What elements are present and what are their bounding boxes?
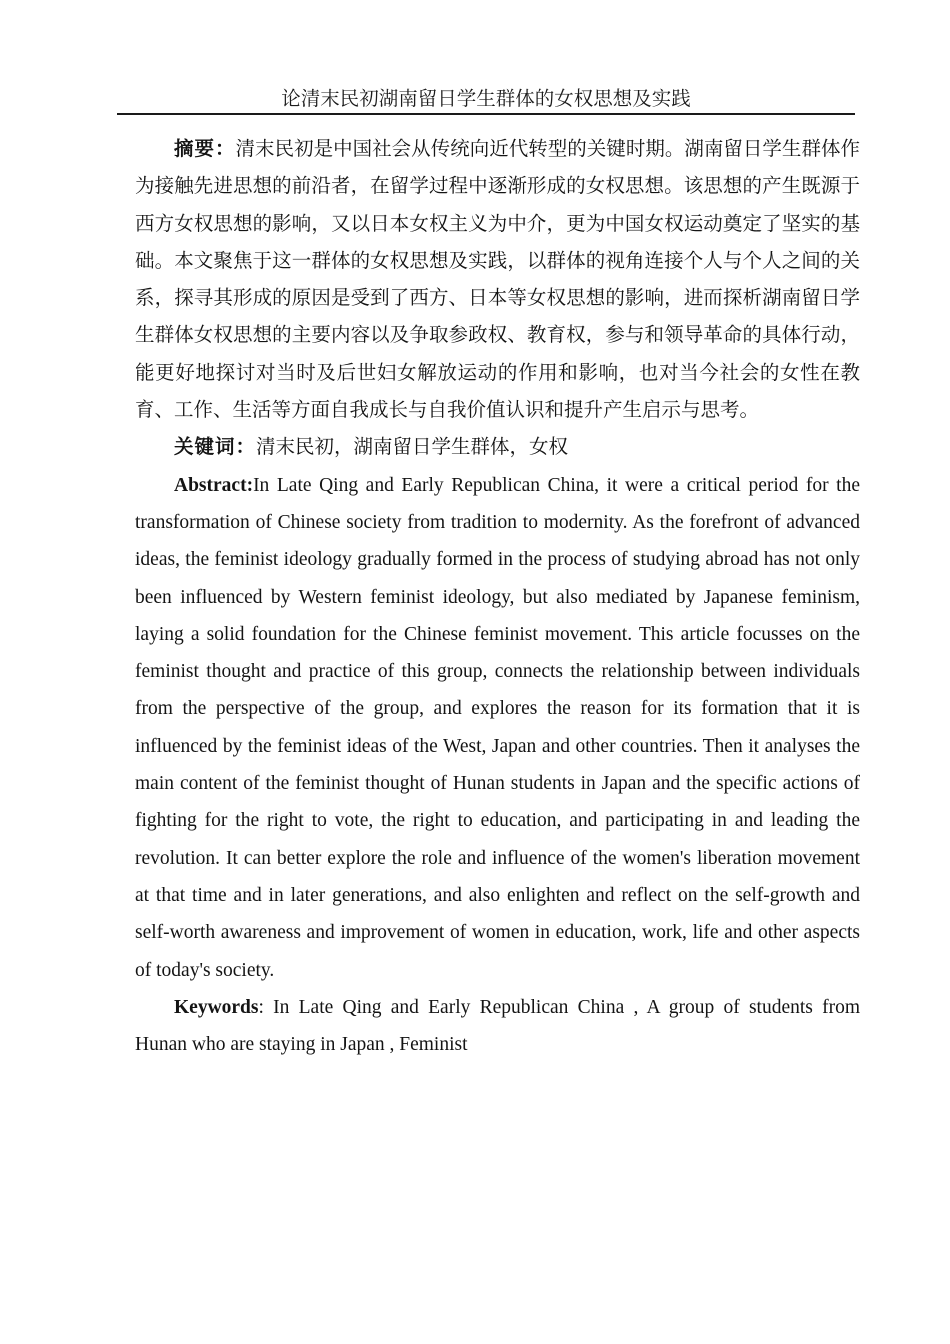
page-header bbox=[117, 88, 855, 115]
keywords-zh-paragraph bbox=[135, 429, 860, 466]
document-body bbox=[135, 131, 860, 1063]
abstract-zh-paragraph bbox=[135, 131, 860, 429]
abstract-zh-text: 清末民初是中国社会从传统向近代转型的关键时期。湖南留日学生群体作为接触先进思想的前沿者，在留学过程中逐渐形成的女权思想。该思想的产生既源于西方女权思想的影响，又以日本女权主义为中介，更为中国女权运动奠定了坚实的基础。本文聚焦于这一群体的女权思想及实践，以群体的视角连接个人与个人之间的关系，探寻其形成的原因是受到了西方、日本等女权思想的影响，进而探析湖南留日学生群体女权思想的主要内容以及争取参政权、教育权，参与和领导革命的具体行动，能更好地探讨对当时及后世妇女解放运动的作用和影响，也对当今社会的女性在教育、工作、生活等方面自我成长与自我价值认识和提升产生启示与思考。 bbox=[135, 139, 860, 422]
abstract-zh-label: 摘要： bbox=[174, 138, 236, 160]
paper-title: 论清末民初湖南留日学生群体的女权思想及实践 bbox=[281, 89, 691, 110]
keywords-en-text: : In Late Qing and Early Republican China , A group of students from Hunan who are staying in Japan , Feminist bbox=[135, 996, 860, 1056]
abstract-en-text: In Late Qing and Early Republican China, it were a critical period for the transformation of Chinese society from tradition to modernity. As the forefront of advanced ideas, the feminist ideology gradually formed in the process of studying abroad has not only been influenced by Western feminist ideology, but also mediated by Japanese feminism, laying a solid foundation for the Chinese feminist movement. This article focusses on the feminist thought and practice of this group, connects the relationship between individuals from the perspective of the group, and explores the reason for its formation that it is influenced by the feminist ideas of the West, Japan and other countries. Then it analyses the main content of the feminist thought of Hunan students in Japan and the specific actions of fighting for the right to vote, the right to education, and participating in and leading the revolution. It can better explore the role and influence of the women's liberation movement at that time and in later generations, and also enlighten and reflect on the self-growth and self-worth awareness and improvement of women in education, work, life and other aspects of today's society. bbox=[135, 474, 860, 981]
keywords-zh-label: 关键词： bbox=[174, 436, 257, 459]
abstract-en-paragraph bbox=[135, 467, 860, 989]
keywords-en-paragraph bbox=[135, 989, 860, 1064]
keywords-en-label: Keywords bbox=[174, 996, 259, 1018]
keywords-zh-text: 清末民初，湖南留日学生群体，女权 bbox=[256, 437, 569, 459]
abstract-en-label: Abstract: bbox=[174, 474, 254, 496]
